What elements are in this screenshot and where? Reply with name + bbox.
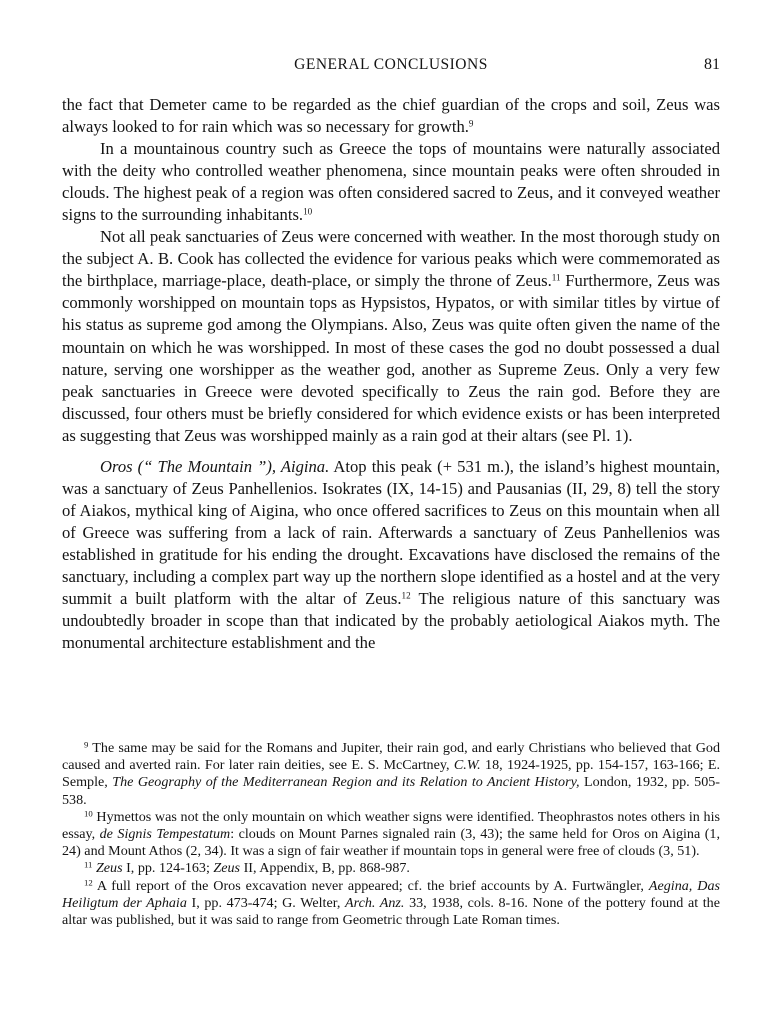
paragraph: the fact that Demeter came to be regarded as the chief guardian of the crops and soil, Zeus was always looked to for rain which was so necessary for growth.$^9$ [62, 95, 720, 137]
paragraph: Oros (“ The Mountain ”), Aigina. Atop this peak (+ 531 m.), the island’s highest mountain, was a sanctuary of Zeus Panhellenios. Isokrates (IX, 14-15) and Pausanias (II, 29, 8) tell the story of Aiakos, mythical king of Aigina, who once offered sacrifices to Zeus on this mountain when all of Greece was suffering from a lack of rain. Afterwards a sanctuary of Zeus Panhellenios was established in gratitude for his ending the drought. Excavations have disclosed the remains of the sanctuary, including a complex part way up the northern slope identified as a hostel and at the very summit a built platform with the altar of Zeus.$^{12}$ The religious nature of this sanctuary was undoubtedly broader in scope than that indicated by the probably aetiological Aiakos myth. The monumental architecture establishment and the [62, 456, 720, 653]
footnote-reference[interactable]: 9 [468, 118, 474, 129]
footnote-reference[interactable]: 12 [401, 590, 411, 601]
footnotes [62, 740, 720, 929]
page-header [62, 56, 720, 78]
footnote: $^{12}$ A full report of the Oros excavation never appeared; cf. the brief accounts by A. Furtwängler, Aegina, Das Heiligtum der Aphaia I, pp. 473-474; G. Welter, Arch. Anz. 33, 1938, cols. 8-16. None of the pottery found at the altar was published, but it was said to range from Geometric through Late Roman times. [62, 877, 720, 929]
footnote: $^{11}$ Zeus I, pp. 124-163; Zeus II, Appendix, B, pp. 868-987. [84, 860, 410, 877]
page-number: 81 [704, 56, 720, 73]
footnote-reference[interactable]: 11 [551, 272, 561, 283]
footnote-number: 10 [84, 808, 93, 819]
footnote-number: 11 [84, 860, 93, 871]
paragraph: In a mountainous country such as Greece the tops of mountains were naturally associated with the deity who controlled weather phenomena, since mountain peaks were often shrouded in clouds. The highest peak of a region was often considered sacred to Zeus, and it conveyed weather signs to the surrounding inhabitants.$^{10}$ [62, 139, 720, 225]
footnote: $^9$ The same may be said for the Romans and Jupiter, their rain god, and early Christians who believed that God caused and averted rain. For later rain deities, see E. S. McCartney, C.W. 18, 1924-1925, pp. 154-157, 163-166; E. Semple, The Geography of the Mediterranean Region and its Relation to Ancient History, London, 1932, pp. 505-538. [62, 739, 720, 808]
running-head: GENERAL CONCLUSIONS [294, 56, 488, 73]
footnote: $^{10}$ Hymettos was not the only mountain on which weather signs were identified. Theophrastos notes others in his essay, de Signis Tempestatum: clouds on Mount Parnes signaled rain (3, 43); the same held for Oros on Aigina (1, 24) and Mount Athos (2, 34). It was a sign of fair weather if mountain tops in general were free of clouds (3, 51). [62, 808, 720, 860]
footnote-reference[interactable]: 10 [303, 206, 313, 217]
footnote-number: 12 [84, 877, 93, 888]
paragraph: Not all peak sanctuaries of Zeus were concerned with weather. In the most thorough study on the subject A. B. Cook has collected the evidence for various peaks which were commemorated as the birthplace, marriage-place, death-place, or simply the throne of Zeus.$^{11}$ Furthermore, Zeus was commonly worshipped on mountain tops as Hypsistos, Hypatos, or with similar titles by virtue of his status as supreme god among the Olympians. Also, Zeus was quite often given the name of the mountain on which he was worshipped. In most of these cases the god no doubt possessed a dual nature, serving one worshipper as the weather god, another as Supreme Zeus. Only a very few peak sanctuaries in Greece were devoted specifically to Zeus the rain god. Before they are discussed, four others must be briefly considered for which evidence exists or has been interpreted as suggesting that Zeus was worshipped mainly as a rain god at their altars (see Pl. 1). [62, 227, 720, 445]
footnote-number: 9 [84, 739, 89, 750]
body-text [62, 94, 720, 654]
section-title: Oros (“ The Mountain ”), Aigina. [100, 456, 330, 476]
